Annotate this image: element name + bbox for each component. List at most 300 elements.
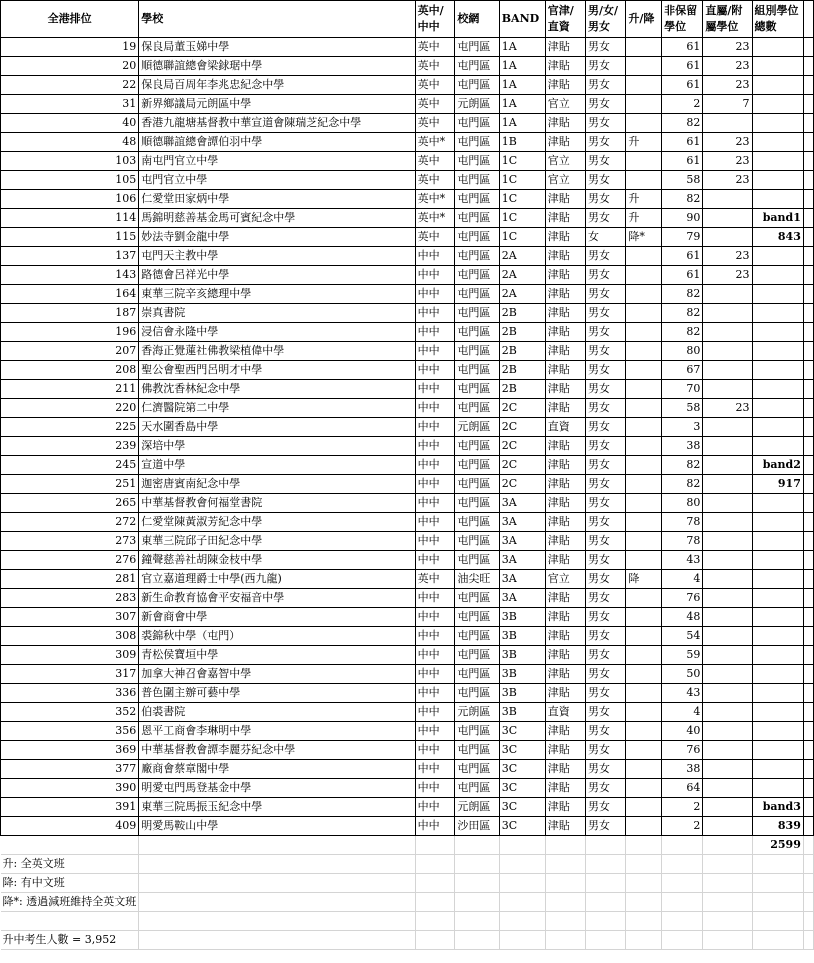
finance-cell: 津貼 <box>545 399 585 418</box>
empty-cell <box>586 893 626 912</box>
school-net-cell: 屯門區 <box>455 171 499 190</box>
empty-cell <box>545 893 585 912</box>
empty-cell <box>545 874 585 893</box>
empty-cell <box>626 912 662 931</box>
legend-note: 降: 有中文班 <box>1 874 139 893</box>
rank-cell: 377 <box>1 760 139 779</box>
rank-cell: 265 <box>1 494 139 513</box>
header-school: 學校 <box>139 1 415 38</box>
empty-cell <box>803 589 813 608</box>
updown-cell <box>626 703 662 722</box>
gender-cell: 男女 <box>586 285 626 304</box>
nonreserved-places: 3 <box>662 418 703 437</box>
band-cell: 2C <box>499 418 545 437</box>
empty-cell <box>803 95 813 114</box>
empty-cell <box>499 874 545 893</box>
finance-cell: 津貼 <box>545 57 585 76</box>
group-total-cell <box>752 323 803 342</box>
finance-cell: 津貼 <box>545 76 585 95</box>
updown-cell <box>626 722 662 741</box>
empty-cell <box>803 114 813 133</box>
band-cell: 3C <box>499 779 545 798</box>
empty-cell <box>499 931 545 950</box>
school-net-cell: 油尖旺 <box>455 570 499 589</box>
rank-cell: 164 <box>1 285 139 304</box>
nonreserved-places: 90 <box>662 209 703 228</box>
finance-cell: 津貼 <box>545 247 585 266</box>
through-train-places <box>703 817 752 836</box>
medium-cell: 英中 <box>415 57 455 76</box>
nonreserved-places: 70 <box>662 380 703 399</box>
school-name: 天水圍香島中學 <box>139 418 415 437</box>
school-net-cell: 屯門區 <box>455 475 499 494</box>
school-net-cell: 屯門區 <box>455 437 499 456</box>
empty-cell <box>803 361 813 380</box>
band-cell: 3C <box>499 817 545 836</box>
school-net-cell: 屯門區 <box>455 133 499 152</box>
total-row <box>1 836 814 855</box>
rank-cell: 40 <box>1 114 139 133</box>
empty-cell <box>803 684 813 703</box>
group-total-cell: 839 <box>752 817 803 836</box>
rank-cell: 19 <box>1 38 139 57</box>
updown-cell <box>626 817 662 836</box>
medium-cell: 中中 <box>415 646 455 665</box>
empty-cell <box>455 874 499 893</box>
group-total-cell <box>752 304 803 323</box>
through-train-places <box>703 703 752 722</box>
nonreserved-places: 78 <box>662 532 703 551</box>
school-name: 官立嘉道理爵士中學(西九龍) <box>139 570 415 589</box>
table-row <box>1 76 814 95</box>
school-net-cell: 沙田區 <box>455 817 499 836</box>
band-cell: 1A <box>499 95 545 114</box>
school-name: 中華基督教會何福堂書院 <box>139 494 415 513</box>
finance-cell: 津貼 <box>545 684 585 703</box>
through-train-places <box>703 798 752 817</box>
empty-cell <box>415 931 455 950</box>
medium-cell: 中中 <box>415 266 455 285</box>
finance-cell: 官立 <box>545 152 585 171</box>
medium-cell: 英中* <box>415 190 455 209</box>
school-name: 浸信會永隆中學 <box>139 323 415 342</box>
finance-cell: 津貼 <box>545 779 585 798</box>
empty-cell <box>803 38 813 57</box>
finance-cell: 津貼 <box>545 589 585 608</box>
header-row <box>1 1 814 38</box>
band-cell: 2B <box>499 361 545 380</box>
gender-cell: 男女 <box>586 76 626 95</box>
table-row <box>1 570 814 589</box>
group-total-cell <box>752 760 803 779</box>
rank-cell: 309 <box>1 646 139 665</box>
school-net-cell: 屯門區 <box>455 532 499 551</box>
finance-cell: 津貼 <box>545 342 585 361</box>
finance-cell: 津貼 <box>545 665 585 684</box>
nonreserved-places: 4 <box>662 570 703 589</box>
school-net-cell: 屯門區 <box>455 38 499 57</box>
group-total-cell <box>752 437 803 456</box>
group-total-cell <box>752 95 803 114</box>
empty-cell <box>803 646 813 665</box>
rank-cell: 369 <box>1 741 139 760</box>
empty-cell <box>803 304 813 323</box>
rank-cell: 220 <box>1 399 139 418</box>
finance-cell: 官立 <box>545 171 585 190</box>
nonreserved-places: 64 <box>662 779 703 798</box>
rank-cell: 356 <box>1 722 139 741</box>
through-train-places <box>703 608 752 627</box>
through-train-places <box>703 209 752 228</box>
table-row <box>1 361 814 380</box>
updown-cell <box>626 646 662 665</box>
empty-cell <box>803 1 813 38</box>
nonreserved-places: 58 <box>662 171 703 190</box>
rank-cell: 208 <box>1 361 139 380</box>
table-row <box>1 551 814 570</box>
table-row <box>1 304 814 323</box>
gender-cell: 男女 <box>586 741 626 760</box>
medium-cell: 中中 <box>415 722 455 741</box>
medium-cell: 中中 <box>415 456 455 475</box>
school-name: 廠商會蔡章閣中學 <box>139 760 415 779</box>
school-net-cell: 屯門區 <box>455 627 499 646</box>
gender-cell: 男女 <box>586 57 626 76</box>
finance-cell: 津貼 <box>545 722 585 741</box>
medium-cell: 中中 <box>415 494 455 513</box>
band-cell: 3A <box>499 570 545 589</box>
empty-cell <box>803 931 813 950</box>
empty-cell <box>662 874 703 893</box>
group-total-cell: band2 <box>752 456 803 475</box>
group-total-cell <box>752 76 803 95</box>
empty-cell <box>662 912 703 931</box>
table-row <box>1 152 814 171</box>
gender-cell: 男女 <box>586 665 626 684</box>
through-train-places: 23 <box>703 152 752 171</box>
empty-cell <box>803 741 813 760</box>
empty-cell <box>803 190 813 209</box>
group-total-cell <box>752 171 803 190</box>
empty-cell <box>803 551 813 570</box>
gender-cell: 男女 <box>586 190 626 209</box>
finance-cell: 津貼 <box>545 627 585 646</box>
school-name: 順德聯誼總會梁銶琚中學 <box>139 57 415 76</box>
through-train-places <box>703 228 752 247</box>
through-train-places <box>703 722 752 741</box>
medium-cell: 中中 <box>415 779 455 798</box>
empty-cell <box>545 912 585 931</box>
rank-cell: 31 <box>1 95 139 114</box>
school-name: 明愛馬鞍山中學 <box>139 817 415 836</box>
nonreserved-places: 2 <box>662 798 703 817</box>
empty-cell <box>139 893 415 912</box>
nonreserved-places: 82 <box>662 190 703 209</box>
band-cell: 2B <box>499 323 545 342</box>
empty-cell <box>703 931 752 950</box>
table-row <box>1 627 814 646</box>
updown-cell <box>626 608 662 627</box>
school-name: 加拿大神召會嘉智中學 <box>139 665 415 684</box>
school-name: 仁愛堂田家炳中學 <box>139 190 415 209</box>
through-train-places <box>703 456 752 475</box>
through-train-places <box>703 646 752 665</box>
school-name: 屯門天主教中學 <box>139 247 415 266</box>
medium-cell: 中中 <box>415 361 455 380</box>
table-row <box>1 513 814 532</box>
gender-cell: 男女 <box>586 627 626 646</box>
gender-cell: 男女 <box>586 437 626 456</box>
school-net-cell: 元朗區 <box>455 798 499 817</box>
through-train-places <box>703 418 752 437</box>
empty-cell <box>499 836 545 855</box>
school-net-cell: 屯門區 <box>455 551 499 570</box>
table-row <box>1 437 814 456</box>
school-net-cell: 屯門區 <box>455 380 499 399</box>
school-name: 南屯門官立中學 <box>139 152 415 171</box>
group-total-cell <box>752 133 803 152</box>
empty-cell <box>803 152 813 171</box>
medium-cell: 中中 <box>415 551 455 570</box>
through-train-places <box>703 760 752 779</box>
finance-cell: 津貼 <box>545 190 585 209</box>
group-total-cell <box>752 513 803 532</box>
medium-cell: 中中 <box>415 703 455 722</box>
empty-cell <box>803 893 813 912</box>
empty-cell <box>455 855 499 874</box>
empty-cell <box>803 513 813 532</box>
empty-cell <box>803 285 813 304</box>
through-train-places: 7 <box>703 95 752 114</box>
updown-cell <box>626 361 662 380</box>
band-cell: 3B <box>499 608 545 627</box>
school-name: 新會商會中學 <box>139 608 415 627</box>
through-train-places <box>703 361 752 380</box>
school-name: 裘錦秋中學（屯門） <box>139 627 415 646</box>
band-cell: 1C <box>499 190 545 209</box>
group-total-cell <box>752 114 803 133</box>
group-total-cell <box>752 152 803 171</box>
empty-cell <box>803 836 813 855</box>
group-total-cell: 917 <box>752 475 803 494</box>
nonreserved-places: 48 <box>662 608 703 627</box>
school-net-cell: 屯門區 <box>455 190 499 209</box>
gender-cell: 男女 <box>586 95 626 114</box>
updown-cell <box>626 323 662 342</box>
empty-cell <box>662 931 703 950</box>
group-total-cell <box>752 684 803 703</box>
nonreserved-places: 61 <box>662 266 703 285</box>
group-total-cell: 843 <box>752 228 803 247</box>
band-cell: 1B <box>499 133 545 152</box>
medium-cell: 英中 <box>415 570 455 589</box>
gender-cell: 男女 <box>586 703 626 722</box>
group-total-cell <box>752 741 803 760</box>
table-row <box>1 494 814 513</box>
empty-cell <box>1 912 139 931</box>
header-rank: 全港排位 <box>1 1 139 38</box>
empty-cell <box>415 912 455 931</box>
nonreserved-places: 43 <box>662 551 703 570</box>
school-name: 新界鄉議局元朗區中學 <box>139 95 415 114</box>
note-row <box>1 874 814 893</box>
empty-cell <box>752 855 803 874</box>
empty-cell <box>139 874 415 893</box>
empty-cell <box>803 399 813 418</box>
updown-cell <box>626 798 662 817</box>
nonreserved-places: 82 <box>662 304 703 323</box>
empty-cell <box>626 874 662 893</box>
through-train-places <box>703 342 752 361</box>
rank-cell: 272 <box>1 513 139 532</box>
medium-cell: 中中 <box>415 665 455 684</box>
band-cell: 3A <box>499 551 545 570</box>
rank-cell: 137 <box>1 247 139 266</box>
gender-cell: 男女 <box>586 513 626 532</box>
empty-cell <box>803 76 813 95</box>
school-name: 中華基督教會譚李麗芬紀念中學 <box>139 741 415 760</box>
finance-cell: 津貼 <box>545 380 585 399</box>
rank-cell: 106 <box>1 190 139 209</box>
finance-cell: 津貼 <box>545 285 585 304</box>
rank-cell: 308 <box>1 627 139 646</box>
band-cell: 3A <box>499 513 545 532</box>
nonreserved-places: 2 <box>662 95 703 114</box>
school-net-cell: 屯門區 <box>455 684 499 703</box>
table-row <box>1 342 814 361</box>
header-updown: 升/降 <box>626 1 662 38</box>
empty-cell <box>499 855 545 874</box>
empty-cell <box>455 931 499 950</box>
gender-cell: 男女 <box>586 684 626 703</box>
rank-cell: 225 <box>1 418 139 437</box>
updown-cell <box>626 95 662 114</box>
gender-cell: 男女 <box>586 399 626 418</box>
school-name: 青松侯寶垣中學 <box>139 646 415 665</box>
empty-cell <box>139 855 415 874</box>
school-net-cell: 屯門區 <box>455 646 499 665</box>
empty-cell <box>803 779 813 798</box>
group-total-cell <box>752 646 803 665</box>
finance-cell: 津貼 <box>545 475 585 494</box>
finance-cell: 直資 <box>545 703 585 722</box>
through-train-places <box>703 627 752 646</box>
medium-cell: 中中 <box>415 589 455 608</box>
nonreserved-places: 82 <box>662 285 703 304</box>
group-total-cell <box>752 665 803 684</box>
table-row <box>1 380 814 399</box>
school-name: 新生命教育協會平安福音中學 <box>139 589 415 608</box>
group-total-cell <box>752 779 803 798</box>
table-row <box>1 190 814 209</box>
finance-cell: 津貼 <box>545 133 585 152</box>
empty-cell <box>586 855 626 874</box>
group-total-cell <box>752 589 803 608</box>
through-train-places: 23 <box>703 38 752 57</box>
group-total-cell: band1 <box>752 209 803 228</box>
medium-cell: 英中 <box>415 171 455 190</box>
updown-cell <box>626 589 662 608</box>
through-train-places: 23 <box>703 133 752 152</box>
gender-cell: 男女 <box>586 38 626 57</box>
school-name: 深培中學 <box>139 437 415 456</box>
group-total-cell <box>752 247 803 266</box>
header-group-total: 組別學位總數 <box>752 1 803 38</box>
gender-cell: 男女 <box>586 760 626 779</box>
band-cell: 2C <box>499 456 545 475</box>
empty-cell <box>803 722 813 741</box>
band-cell: 3B <box>499 665 545 684</box>
updown-cell <box>626 285 662 304</box>
gender-cell: 男女 <box>586 361 626 380</box>
rank-cell: 245 <box>1 456 139 475</box>
empty-cell <box>803 855 813 874</box>
school-net-cell: 屯門區 <box>455 399 499 418</box>
updown-cell <box>626 114 662 133</box>
school-net-cell: 屯門區 <box>455 760 499 779</box>
through-train-places <box>703 114 752 133</box>
group-total-cell <box>752 570 803 589</box>
medium-cell: 中中 <box>415 627 455 646</box>
empty-cell <box>415 836 455 855</box>
updown-cell <box>626 532 662 551</box>
updown-cell <box>626 380 662 399</box>
table-row <box>1 228 814 247</box>
legend-note: 降*: 透過減班維持全英文班 <box>1 893 139 912</box>
table-row <box>1 817 814 836</box>
nonreserved-places: 79 <box>662 228 703 247</box>
band-cell: 2B <box>499 342 545 361</box>
group-total-cell <box>752 532 803 551</box>
group-total-cell <box>752 266 803 285</box>
through-train-places <box>703 494 752 513</box>
table-row <box>1 589 814 608</box>
header-net: 校網 <box>455 1 499 38</box>
band-cell: 1C <box>499 209 545 228</box>
school-name: 迦密唐賓南紀念中學 <box>139 475 415 494</box>
school-name: 普色圍主辦可藝中學 <box>139 684 415 703</box>
header-gender: 男/女/男女 <box>586 1 626 38</box>
band-cell: 2A <box>499 266 545 285</box>
table-row <box>1 171 814 190</box>
through-train-places <box>703 323 752 342</box>
group-total-cell <box>752 703 803 722</box>
school-net-cell: 屯門區 <box>455 114 499 133</box>
empty-cell <box>586 874 626 893</box>
empty-cell <box>139 836 415 855</box>
group-total-cell <box>752 342 803 361</box>
through-train-places <box>703 665 752 684</box>
band-cell: 2A <box>499 285 545 304</box>
group-total-cell <box>752 627 803 646</box>
empty-cell <box>662 855 703 874</box>
header-finance: 官津/直資 <box>545 1 585 38</box>
band-cell: 1A <box>499 38 545 57</box>
nonreserved-places: 61 <box>662 247 703 266</box>
updown-cell <box>626 627 662 646</box>
finance-cell: 津貼 <box>545 798 585 817</box>
medium-cell: 中中 <box>415 817 455 836</box>
through-train-places: 23 <box>703 57 752 76</box>
updown-cell <box>626 399 662 418</box>
band-cell: 1C <box>499 228 545 247</box>
rank-cell: 409 <box>1 817 139 836</box>
empty-cell <box>803 437 813 456</box>
table-row <box>1 532 814 551</box>
header-medium: 英中/中中 <box>415 1 455 38</box>
through-train-places <box>703 551 752 570</box>
finance-cell: 津貼 <box>545 228 585 247</box>
